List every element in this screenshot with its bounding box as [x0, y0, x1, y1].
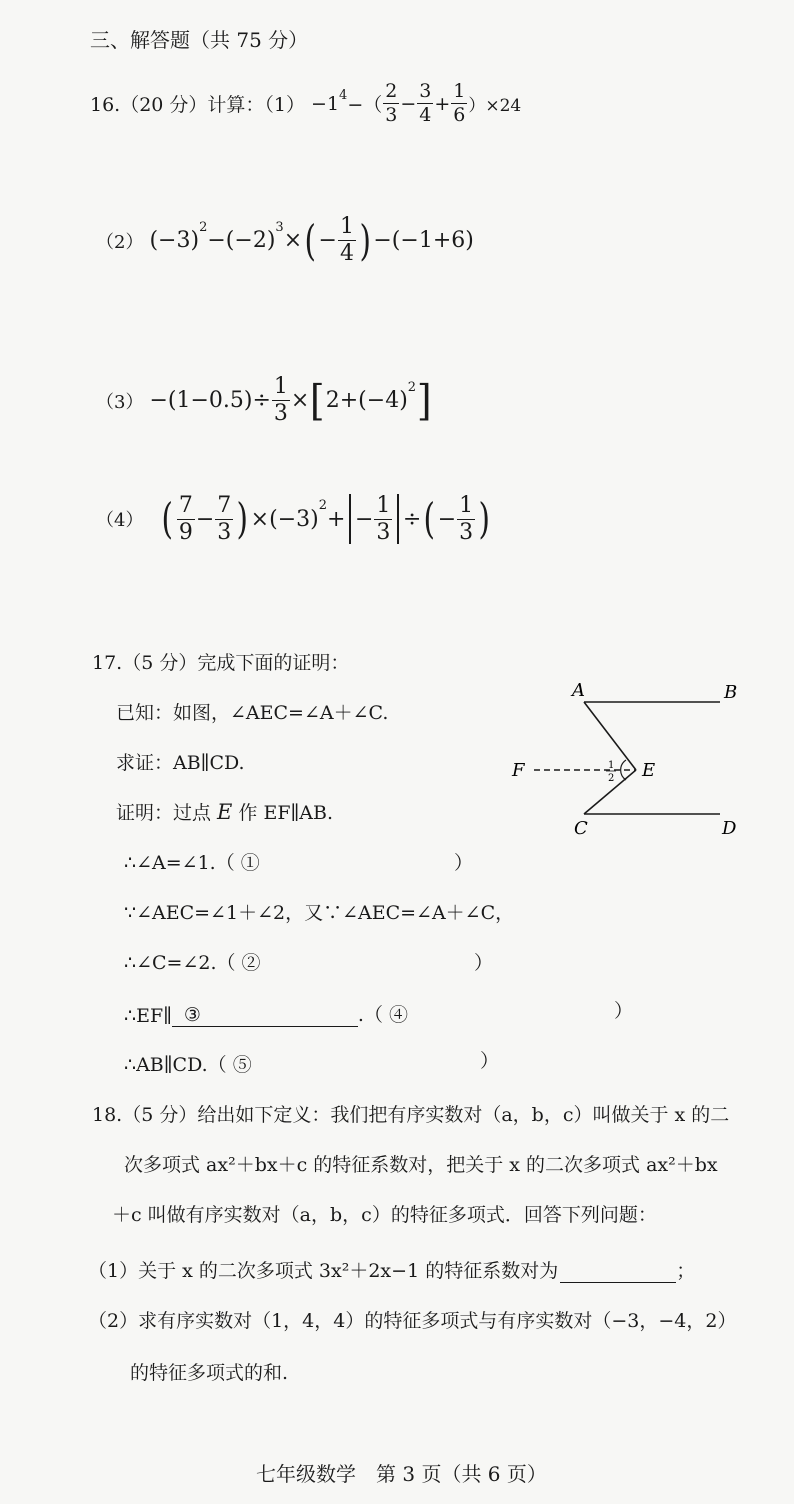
label-f: F [512, 760, 525, 781]
q17-step1-close: ） [454, 852, 474, 874]
q17-step4: ∴EF∥ ③ .（ ④ [124, 1004, 409, 1027]
section-title: 三、解答题（共 75 分） [90, 28, 309, 52]
q18-part2: （2）求有序实数对（1，4，4）的特征多项式与有序实数对（−3，−4，2） [88, 1310, 737, 1332]
q16-part1: 16.（20 分）计算：（1） −1 $^4$ −（ $\frac{2}{3}$ − $\frac{3}{4}$ + $\frac{1}{6}$ ）×24 [90, 80, 522, 126]
q18-line1: 18.（5 分）给出如下定义：我们把有序实数对（a，b，c）叫做关于 x 的二 [92, 1104, 730, 1126]
q17-step4-close: ） [614, 1000, 634, 1022]
q16-head: 16.（20 分）计算：（1） [90, 94, 306, 116]
fraction: $\frac{7}{9}$ [178, 492, 193, 545]
q16-part4: （4） ( $\frac{7}{9}$ − $\frac{7}{3}$ ) × ( −3 ) $^2$ + − $\frac{1}{3}$ ÷ ( − $\frac{1}{3}$ ) [96, 492, 491, 545]
q17-step1: ∴∠A=∠1.（ ① [124, 852, 260, 874]
q17-head: 17.（5 分）完成下面的证明： [92, 652, 350, 674]
q18-line2: 次多项式 ax²＋bx＋c 的特征系数对，把关于 x 的二次多项式 ax²＋bx [124, 1154, 718, 1176]
q17-prove: 求证：AB∥CD. [116, 752, 245, 774]
label-e: E [642, 760, 656, 781]
q18-part2-cont: 的特征多项式的和. [130, 1362, 289, 1384]
fraction: $\frac{1}{3}$ [376, 492, 391, 545]
fraction: $\frac{2}{3}$ [385, 80, 398, 126]
q18-part1: （1）关于 x 的二次多项式 3x²＋2x−1 的特征系数对为 ； [88, 1260, 696, 1282]
label-a: A [572, 680, 585, 701]
q17-given: 已知：如图，∠AEC=∠A＋∠C. [116, 702, 389, 724]
q17-step3-close: ） [474, 952, 494, 974]
label-c: C [574, 818, 588, 839]
fraction: $\frac{1}{3}$ [273, 374, 288, 426]
geometry-figure [508, 676, 758, 842]
q17-step5: ∴AB∥CD.（ ⑤ [124, 1054, 252, 1076]
q16-part3: （3） −(1−0.5)÷ $\frac{1}{3}$ × [ 2+ ( −4 ) $^2$ ] [96, 374, 432, 426]
fraction: $\frac{1}{3}$ [459, 492, 474, 545]
q16-part2: （2） ( −3 ) $^2$ − ( −2 ) $^3$ × ( − $\frac{1}{4}$ ) − ( −1+6 ) [96, 214, 474, 266]
fraction: $\frac{3}{4}$ [419, 80, 432, 126]
label-angle-2: 2 [608, 773, 615, 784]
q17-step2: ∵∠AEC=∠1＋∠2，又∵∠AEC=∠A＋∠C， [124, 902, 515, 924]
abs-bar-right [397, 494, 399, 544]
q17-proof-line: 证明：过点 E 作 EF∥AB. [116, 800, 334, 824]
label-d: D [722, 818, 737, 839]
label-b: B [724, 682, 738, 703]
abs-bar-left [349, 494, 351, 544]
fraction: $\frac{1}{4}$ [339, 214, 354, 266]
page-footer: 七年级数学 第 3 页（共 6 页） [256, 1462, 547, 1486]
q18-line3: ＋c 叫做有序实数对（a，b，c）的特征多项式．回答下列问题： [112, 1204, 657, 1226]
answer-blank[interactable] [560, 1260, 676, 1283]
fraction: $\frac{1}{6}$ [453, 80, 466, 126]
q17-step3: ∴∠C=∠2.（ ② [124, 952, 261, 974]
fraction: $\frac{7}{3}$ [217, 492, 232, 545]
q17-step5-close: ） [480, 1050, 500, 1072]
answer-blank[interactable]: ③ [172, 1004, 358, 1027]
label-angle-1: 1 [608, 760, 615, 771]
